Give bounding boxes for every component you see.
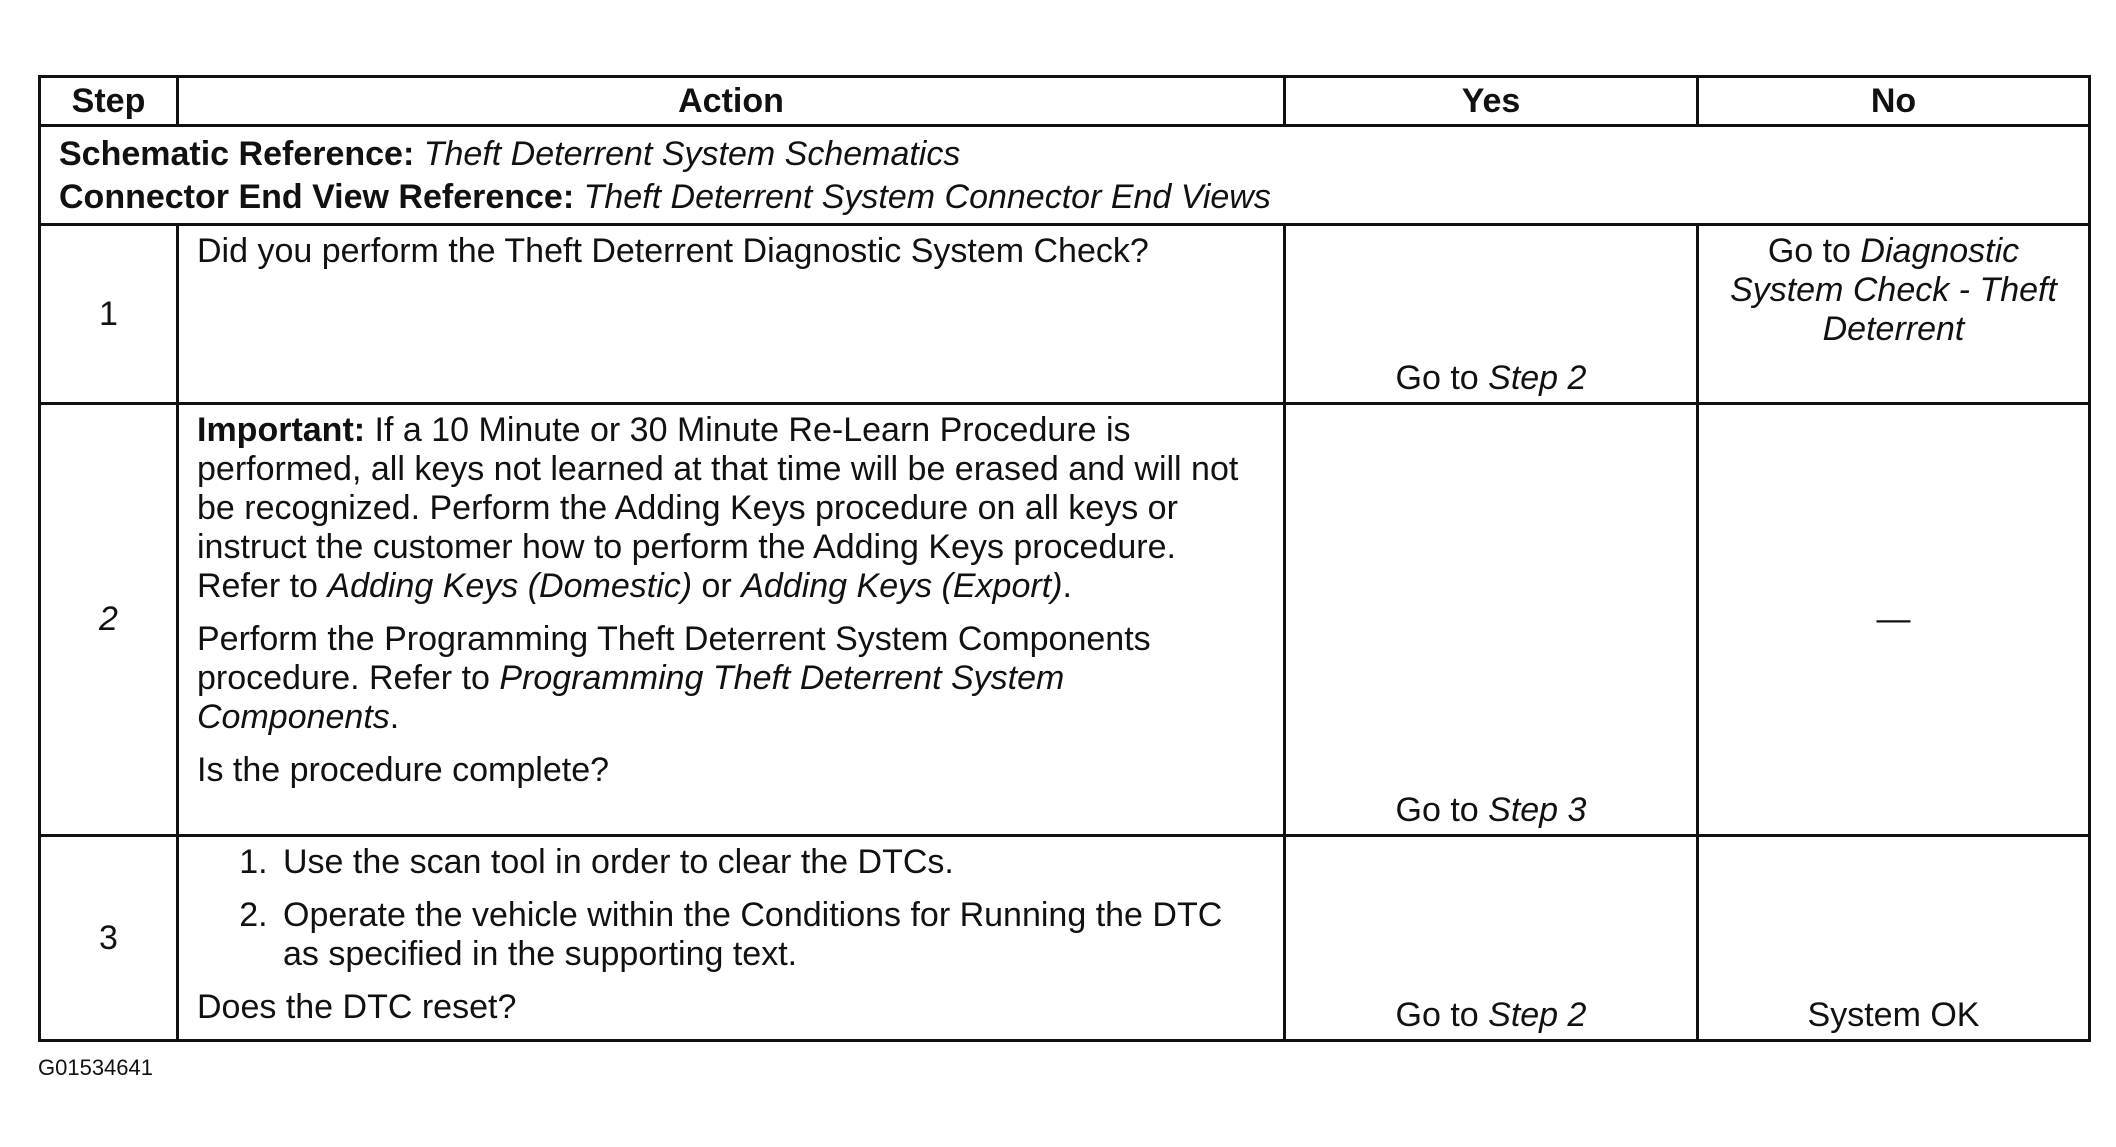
connector-reference (40, 174, 2090, 225)
no-cell: System OK (1698, 836, 2090, 1041)
important-end: . (1062, 567, 1072, 605)
header-no: No (1698, 77, 2090, 126)
programming-link[interactable]: Programming Theft Deterrent System Components (197, 659, 1065, 736)
schematic-reference-row (40, 126, 2090, 175)
schematic-reference-link[interactable]: Theft Deterrent System Schematics (423, 135, 961, 173)
important-note (197, 411, 1265, 606)
connector-reference-row (40, 174, 2090, 225)
diagnostic-table (38, 75, 2091, 1042)
header-yes: Yes (1285, 77, 1698, 126)
programming-text: Perform the Programming Theft Deterrent System Components procedure. Refer to (197, 620, 1151, 697)
yes-prefix: Go to (1395, 359, 1489, 397)
schematic-reference-label: Schematic Reference: (59, 135, 415, 173)
action-text: Did you perform the Theft Deterrent Diagnostic System Check? (197, 232, 1149, 270)
list-item: 2. Operate the vehicle within the Conditions for Running the DTC as specified in the supporting text. (277, 896, 1265, 974)
yes-step-link[interactable]: Step 3 (1488, 791, 1587, 829)
programming-paragraph (197, 620, 1265, 737)
adding-keys-export-link[interactable]: Adding Keys (Export) (741, 567, 1063, 605)
table-row (40, 225, 2090, 404)
action-cell (178, 836, 1285, 1041)
list-item: 1. Use the scan tool in order to clear the DTCs. (277, 843, 1265, 882)
important-mid: or (692, 567, 742, 605)
step-number: 2 (40, 404, 178, 836)
connector-reference-link[interactable]: Theft Deterrent System Connector End Views (583, 178, 1271, 216)
question-text: Does the DTC reset? (197, 988, 517, 1026)
yes-step-link[interactable]: Step 2 (1488, 359, 1587, 397)
yes-prefix: Go to (1395, 996, 1489, 1034)
yes-cell (1285, 225, 1698, 404)
yes-step-link[interactable]: Step 2 (1488, 996, 1587, 1034)
adding-keys-domestic-link[interactable]: Adding Keys (Domestic) (327, 567, 693, 605)
yes-cell (1285, 404, 1698, 836)
header-row (40, 77, 2090, 126)
yes-prefix: Go to (1395, 791, 1489, 829)
schematic-reference (40, 126, 2090, 175)
no-link[interactable]: Diagnostic System Check - Theft Deterrent (1730, 232, 2057, 348)
action-list (197, 843, 1265, 974)
question-text: Is the procedure complete? (197, 751, 610, 789)
step-number: 1 (40, 225, 178, 404)
figure-id: G01534641 (38, 1055, 153, 1080)
no-prefix: Go to (1767, 232, 1861, 270)
programming-end: . (389, 698, 400, 736)
table-row (40, 836, 2090, 1041)
important-text: If a 10 Minute or 30 Minute Re-Learn Procedure is performed, all keys not learned at that time will be erased and will not be recognized. Perform the Adding Keys procedure on all keys or instruct the customer how to perform the Adding Keys procedure. Refer to (197, 411, 1239, 605)
action-cell (178, 404, 1285, 836)
no-cell: — (1698, 404, 2090, 836)
no-cell (1698, 225, 2090, 404)
yes-cell (1285, 836, 1698, 1041)
header-step: Step (40, 77, 178, 126)
action-cell (178, 225, 1285, 404)
table-row (40, 404, 2090, 836)
important-label: Important: (197, 411, 366, 449)
connector-reference-label: Connector End View Reference: (59, 178, 575, 216)
step-number: 3 (40, 836, 178, 1041)
header-action: Action (178, 77, 1285, 126)
